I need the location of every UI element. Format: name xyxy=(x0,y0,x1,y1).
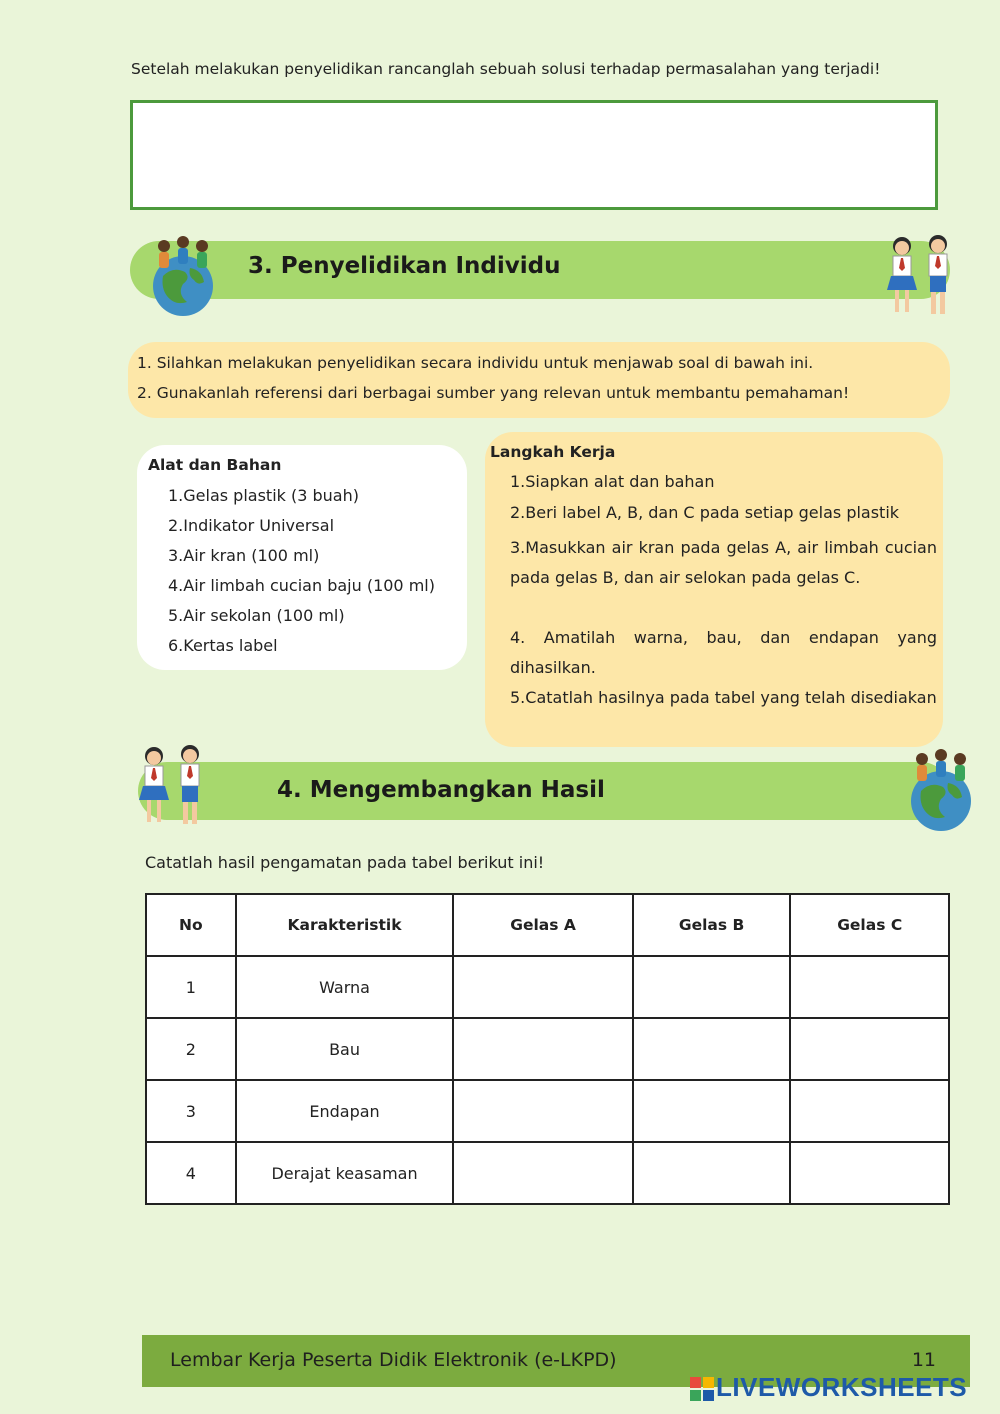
row-no: 2 xyxy=(146,1018,236,1080)
list-item: 2.Indikator Universal xyxy=(168,516,335,535)
row-no: 1 xyxy=(146,956,236,1018)
header-gelas-c: Gelas C xyxy=(790,894,949,956)
instructions-panel xyxy=(128,342,950,418)
instruction-1: 1. Silahkan melakukan penyelidikan secara individu untuk menjawab soal di bawah ini. xyxy=(137,354,814,372)
header-karakteristik: Karakteristik xyxy=(236,894,454,956)
answer-cell-gelas-c[interactable] xyxy=(790,956,949,1018)
alat-bahan-list xyxy=(168,481,435,661)
list-item: 1.Gelas plastik (3 buah) xyxy=(168,486,359,505)
students-illustration xyxy=(880,230,962,330)
alat-bahan-panel xyxy=(137,445,467,670)
row-no: 4 xyxy=(146,1142,236,1204)
answer-cell-gelas-a[interactable] xyxy=(453,956,632,1018)
list-item: 6.Kertas label xyxy=(168,636,278,655)
answer-cell-gelas-b[interactable] xyxy=(633,1080,791,1142)
table-header-row xyxy=(146,894,949,956)
row-karakteristik: Derajat keasaman xyxy=(236,1142,454,1204)
header-no: No xyxy=(146,894,236,956)
answer-cell-gelas-c[interactable] xyxy=(790,1142,949,1204)
observation-table xyxy=(145,893,950,1205)
section4-title: 4. Mengembangkan Hasil xyxy=(277,777,605,803)
step-3: 3.Masukkan air kran pada gelas A, air limbah cucian pada gelas B, dan air selokan pada gelas C. xyxy=(510,538,937,587)
step-2: 2.Beri label A, B, dan C pada setiap gelas plastik xyxy=(510,503,900,522)
watermark-text: LIVEWORKSHEETS xyxy=(716,1372,968,1402)
answer-cell-gelas-a[interactable] xyxy=(453,1080,632,1142)
row-karakteristik: Warna xyxy=(236,956,454,1018)
instruction-2: 2. Gunakanlah referensi dari berbagai sumber yang relevan untuk membantu pemahaman! xyxy=(137,384,850,402)
liveworksheets-watermark xyxy=(690,1372,967,1403)
liveworksheets-logo-icon xyxy=(690,1377,714,1401)
list-item: 3.Air kran (100 ml) xyxy=(168,546,320,565)
solution-answer-input[interactable] xyxy=(133,103,935,207)
table-row xyxy=(146,956,949,1018)
header-gelas-b: Gelas B xyxy=(633,894,791,956)
row-no: 3 xyxy=(146,1080,236,1142)
table-row xyxy=(146,1018,949,1080)
table-row xyxy=(146,1142,949,1204)
row-karakteristik: Bau xyxy=(236,1018,454,1080)
answer-cell-gelas-b[interactable] xyxy=(633,1142,791,1204)
row-karakteristik: Endapan xyxy=(236,1080,454,1142)
globe-kids-illustration xyxy=(896,745,988,835)
langkah-kerja-title: Langkah Kerja xyxy=(490,443,616,461)
step-1: 1.Siapkan alat dan bahan xyxy=(510,472,715,491)
answer-cell-gelas-c[interactable] xyxy=(790,1018,949,1080)
table-caption: Catatlah hasil pengamatan pada tabel berikut ini! xyxy=(145,853,545,872)
solution-answer-box[interactable] xyxy=(130,100,938,210)
intro-text: Setelah melakukan penyelidikan rancanglah sebuah solusi terhadap permasalahan yang terjadi! xyxy=(131,60,881,78)
students-illustration xyxy=(132,740,214,840)
answer-cell-gelas-a[interactable] xyxy=(453,1142,632,1204)
answer-cell-gelas-a[interactable] xyxy=(453,1018,632,1080)
footer-text: Lembar Kerja Peserta Didik Elektronik (e-LKPD) xyxy=(170,1349,617,1371)
header-gelas-a: Gelas A xyxy=(453,894,632,956)
alat-bahan-title: Alat dan Bahan xyxy=(148,456,282,474)
list-item: 4.Air limbah cucian baju (100 ml) xyxy=(168,576,435,595)
globe-kids-illustration xyxy=(138,232,230,318)
page-number: 11 xyxy=(911,1349,936,1371)
answer-cell-gelas-c[interactable] xyxy=(790,1080,949,1142)
step-4: 4. Amatilah warna, bau, dan endapan yang dihasilkan. xyxy=(510,628,937,677)
answer-cell-gelas-b[interactable] xyxy=(633,1018,791,1080)
list-item: 5.Air sekolan (100 ml) xyxy=(168,606,345,625)
section3-title: 3. Penyelidikan Individu xyxy=(248,253,561,279)
step-5: 5.Catatlah hasilnya pada tabel yang telah disediakan xyxy=(510,688,937,707)
table-row xyxy=(146,1080,949,1142)
langkah-kerja-panel xyxy=(485,432,943,747)
answer-cell-gelas-b[interactable] xyxy=(633,956,791,1018)
